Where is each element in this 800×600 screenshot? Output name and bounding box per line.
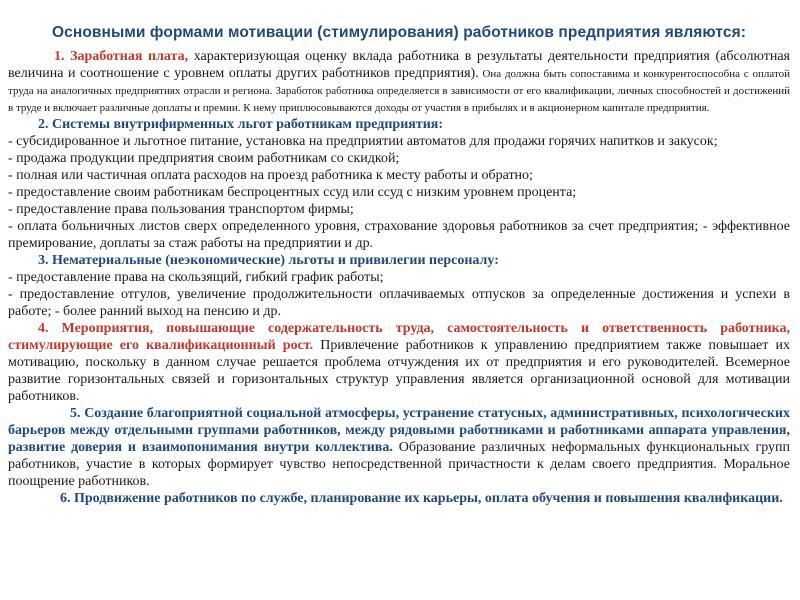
- list-item: - предоставление своим работникам беспроцентных ссуд или ссуд с низким уровнем процента;: [8, 185, 577, 200]
- section-6-heading: 6. Продвижение работников по службе, планирование их карьеры, оплата обучения и повышения квалификации.: [60, 491, 783, 506]
- section-1-heading: 1. Заработная плата,: [54, 49, 189, 64]
- section-2-heading-line: [8, 116, 790, 133]
- section-1-small-text: Она должна быть сопоставима и конкурентоспособна с оплатой труда на аналогичных предприятиях отрасли и региона. Заработок работника определяется в зависимости от его квалификации, личных способностей и достижений в труде и включает различные доплаты и премии. К нему приплюсовываются доходы от участия в прибылях и в акционерном капитале предприятия.: [8, 68, 790, 114]
- list-item: - продажа продукции предприятия своим работникам со скидкой;: [8, 151, 400, 166]
- section-1-text: характеризующая оценку вклада работника в результаты деятельности предприятия (абсолютная величина и соотношение с уровнем оплаты других работников предприятия).: [8, 49, 791, 81]
- list-item: - предоставление права на скользящий, гибкий график работы;: [8, 270, 384, 285]
- list-item: - предоставление отгулов, увеличение продолжительности оплачиваемых отпусков за определенные достижения и успехи в работе; - более ранний выход на пенсию и др.: [8, 287, 790, 319]
- list-item: - полная или частичная оплата расходов на проезд работника к месту работы и обратно;: [8, 168, 533, 183]
- section-5-heading: 5. Создание благоприятной социальной атмосферы, устранение статусных, административных, психологических барьеров между отдельными группами работников, между рядовыми работниками и работниками аппарата управления, развитие доверия и взаимопонимания внутри коллектива.: [8, 406, 790, 455]
- page-title: Основными формами мотивации (стимулирования) работников предприятия являются:: [51, 24, 746, 41]
- list-item: - предоставление права пользования транспортом фирмы;: [8, 202, 354, 217]
- section-2-heading: 2. Системы внутрифирменных льгот работникам предприятия:: [38, 117, 444, 132]
- section-4-text: Привлечение работников к управлению предприятием также повышает их мотивацию, поскольку в данном случае решается проблема отчуждения их от предприятия и его руководителей. Всемерное развитие горизонтальных связей и горизонтальных структур управления является организационной основой для мотивации работников.: [8, 338, 790, 404]
- list-item: - субсидированное и льготное питание, установка на предприятии автоматов для продажи горячих напитков и закусок;: [8, 134, 718, 149]
- section-5-text: Образование различных неформальных функциональных групп работников, участие в которых формирует чувство непосредственной причастности к делам своего предприятия. Моральное поощрение работников.: [8, 440, 790, 489]
- section-3-heading: 3. Нематериальные (неэкономические) льготы и привилегии персоналу:: [38, 253, 499, 268]
- section-4-heading: 4. Мероприятия, повышающие содержательность труда, самостоятельность и ответственность работника, стимулирующие его квалификационный рост.: [8, 321, 790, 353]
- section-4: [8, 320, 790, 405]
- section-3-heading-line: [8, 252, 790, 269]
- section-5: [8, 405, 790, 490]
- list-item: - оплата больничных листов сверх определенного уровня, страхование здоровья работников за счет предприятия; - эффективное премирование, доплаты за стаж работы на предприятии и др.: [8, 219, 790, 251]
- section-6: [8, 490, 790, 507]
- section-1: [8, 48, 790, 116]
